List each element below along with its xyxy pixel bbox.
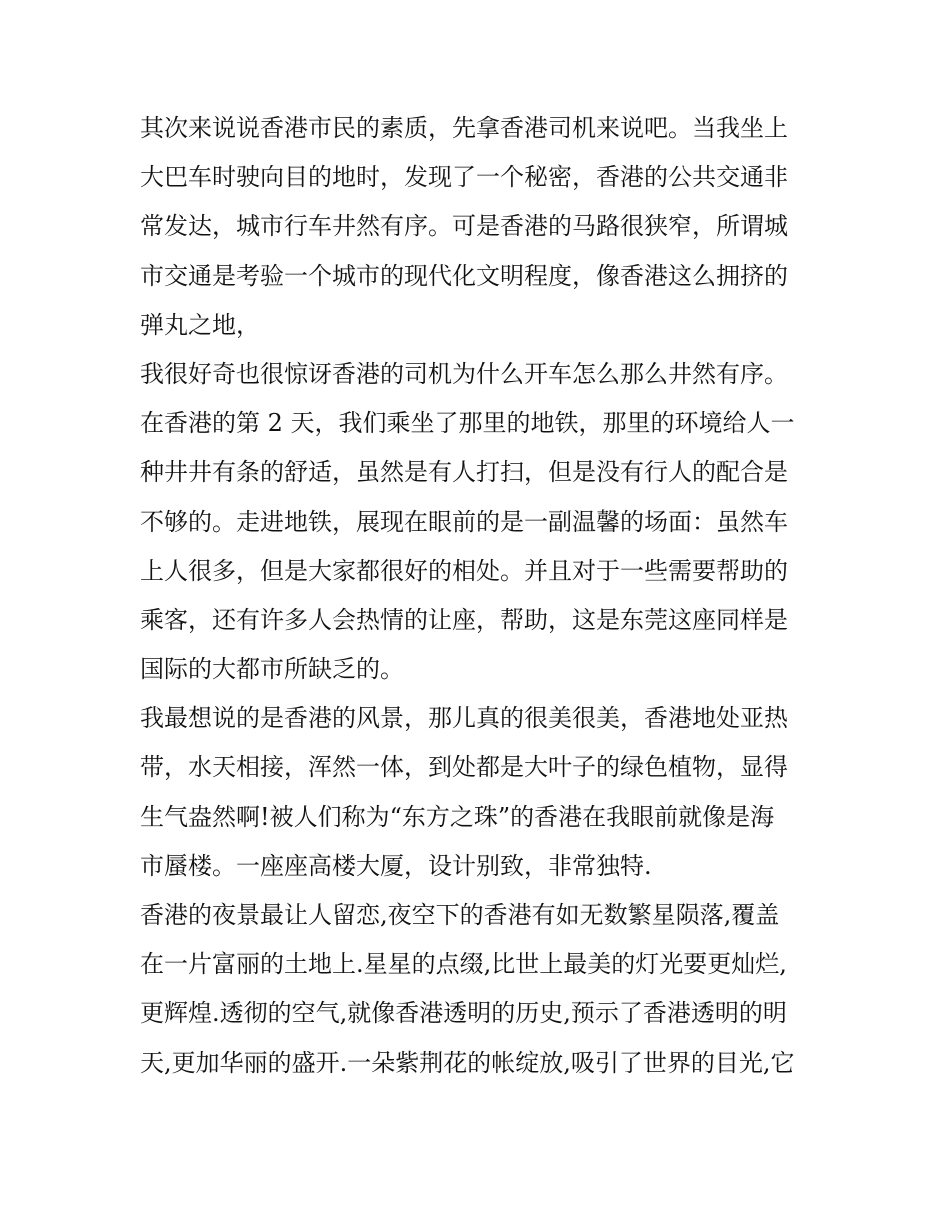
text-line: 国际的大都市所缺乏的。: [140, 655, 404, 684]
document-body: [140, 104, 820, 1088]
text-line: 市蜃楼。一座座高楼大厦，设计别致，非常独特.: [140, 851, 652, 880]
text-line: 种井井有条的舒适，虽然是有人打扫，但是没有行人的配合是: [140, 458, 788, 487]
text-line: 我最想说的是香港的风景，那儿真的很美很美，香港地处亚热: [140, 704, 788, 733]
text-line: 上人很多，但是大家都很好的相处。并且对于一些需要帮助的: [140, 556, 788, 585]
text-line: 带，水天相接，浑然一体，到处都是大叶子的绿色植物，显得: [140, 753, 788, 782]
text-line: 在香港的第 2 天，我们乘坐了那里的地铁，那里的环境给人一: [140, 409, 795, 438]
text-line: 不够的。走进地铁，展现在眼前的是一副温馨的场面：虽然车: [140, 507, 788, 536]
text-line: 市交通是考验一个城市的现代化文明程度，像香港这么拥挤的: [140, 261, 788, 290]
text-line: 大巴车时驶向目的地时，发现了一个秘密，香港的公共交通非: [140, 163, 788, 192]
text-line: 生气盎然啊!被人们称为“东方之珠”的香港在我眼前就像是海: [140, 802, 775, 831]
text-line: 乘客，还有许多人会热情的让座，帮助，这是东莞这座同样是: [140, 605, 788, 634]
text-line: 其次来说说香港市民的素质，先拿香港司机来说吧。当我坐上: [140, 114, 788, 142]
text-line: 我很好奇也很惊讶香港的司机为什么开车怎么那么井然有序。: [140, 359, 788, 388]
text-line: 香港的夜景最让人留恋,夜空下的香港有如无数繁星陨落,覆盖: [140, 901, 780, 929]
text-line: 更辉煌.透彻的空气,就像香港透明的历史,预示了香港透明的明: [140, 999, 787, 1028]
text-line: 在一片富丽的土地上.星星的点缀,比世上最美的灯光要更灿烂,: [140, 950, 787, 979]
text-line: 天,更加华丽的盛开.一朵紫荆花的帐绽放,吸引了世界的目光,它: [140, 1048, 795, 1077]
text-line: 常发达，城市行车井然有序。可是香港的马路很狭窄，所谓城: [140, 212, 788, 241]
text-line: 弹丸之地，: [140, 310, 260, 339]
